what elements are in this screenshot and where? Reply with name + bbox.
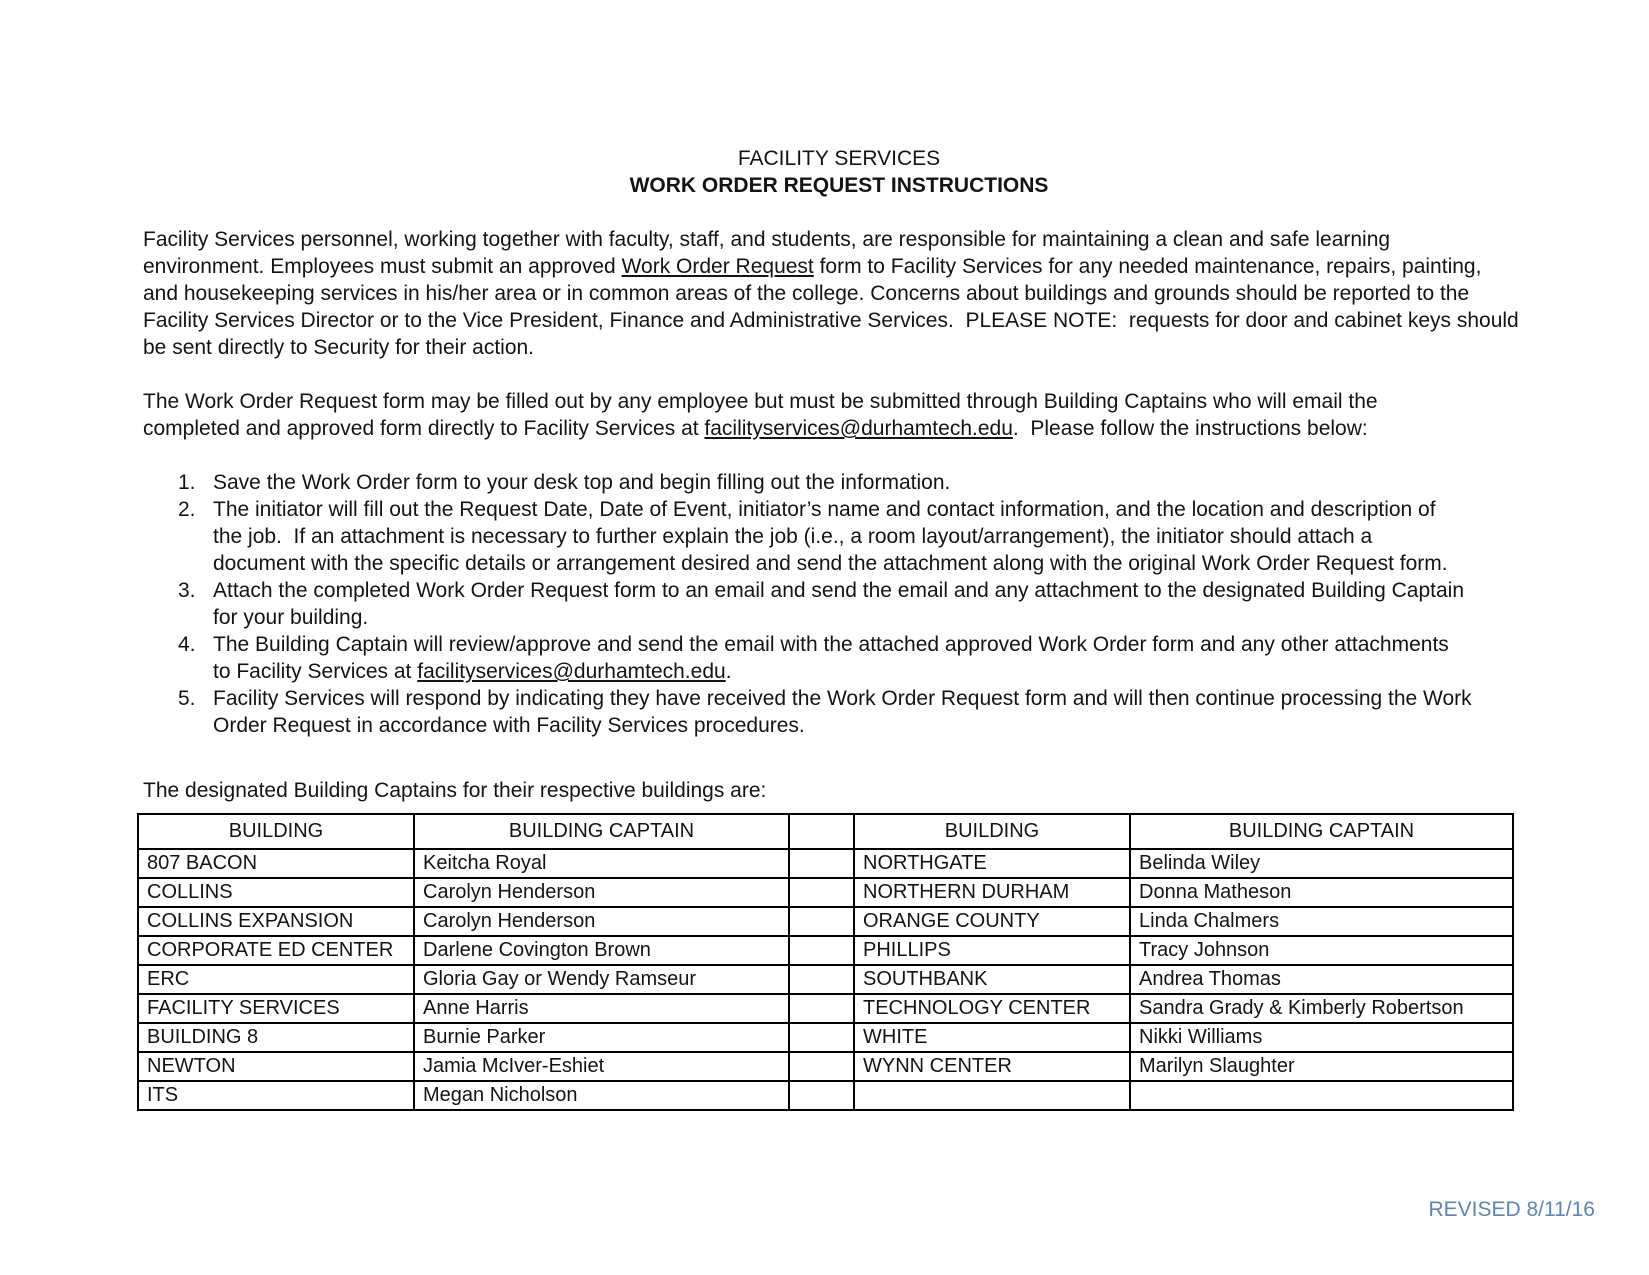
building-cell: FACILITY SERVICES [138, 994, 414, 1023]
empty-cell [789, 994, 854, 1023]
list-number: 5. [178, 687, 196, 710]
column-header: BUILDING [854, 814, 1130, 849]
list-number: 4. [178, 633, 196, 656]
captain-cell: Marilyn Slaughter [1130, 1052, 1513, 1081]
text-line: for your building. [213, 606, 369, 629]
document-title [143, 145, 1535, 199]
building-cell: WYNN CENTER [854, 1052, 1130, 1081]
building-cell: NORTHGATE [854, 849, 1130, 878]
text-line: Facility Services Director or to the Vice President, Finance and Administrative Services. PLEASE NOTE: requests for door and cabinet keys should [143, 309, 1519, 332]
building-cell: ERC [138, 965, 414, 994]
empty-cell [789, 1081, 854, 1110]
instruction-item [143, 469, 1620, 496]
text-segment: form to Facility Services for any needed maintenance, repairs, painting, [813, 255, 1482, 278]
text-line: be sent directly to Security for their action. [143, 336, 535, 359]
column-header: BUILDING CAPTAIN [414, 814, 789, 849]
building-cell: PHILLIPS [854, 936, 1130, 965]
text-line: Attach the completed Work Order Request form to an email and send the email and any attachment to the designated Building Captain [213, 579, 1465, 602]
captain-cell: Carolyn Henderson [414, 907, 789, 936]
empty-cell [854, 1081, 1130, 1110]
list-number: 1. [178, 471, 196, 494]
instruction-text [213, 469, 1620, 496]
captain-cell: Sandra Grady & Kimberly Robertson [1130, 994, 1513, 1023]
captain-cell: Anne Harris [414, 994, 789, 1023]
empty-cell [789, 1052, 854, 1081]
empty-cell [789, 965, 854, 994]
captain-cell: Darlene Covington Brown [414, 936, 789, 965]
captain-cell: Linda Chalmers [1130, 907, 1513, 936]
captain-cell: Tracy Johnson [1130, 936, 1513, 965]
table-row [138, 936, 1513, 965]
captains-intro: The designated Building Captains for their respective buildings are: [143, 779, 767, 802]
table-body [138, 849, 1513, 1110]
table-row [138, 994, 1513, 1023]
empty-cell [789, 936, 854, 965]
table-row [138, 1052, 1513, 1081]
captain-cell: Carolyn Henderson [414, 878, 789, 907]
building-cell: CORPORATE ED CENTER [138, 936, 414, 965]
column-header: BUILDING [138, 814, 414, 849]
table-header-row [138, 814, 1513, 849]
building-cell: COLLINS EXPANSION [138, 907, 414, 936]
captain-cell: Gloria Gay or Wendy Ramseur [414, 965, 789, 994]
text-line: and housekeeping services in his/her area or in common areas of the college. Concerns about buildings and grounds should be reported to the [143, 282, 1470, 305]
building-cell: ORANGE COUNTY [854, 907, 1130, 936]
building-cell: NORTHERN DURHAM [854, 878, 1130, 907]
captain-cell: Keitcha Royal [414, 849, 789, 878]
text-segment: to Facility Services at [213, 660, 418, 683]
instruction-text [213, 631, 1620, 685]
table-row [138, 878, 1513, 907]
text-line: Facility Services personnel, working together with faculty, staff, and students, are responsible for maintaining a clean and safe learning [143, 228, 1391, 251]
building-cell: SOUTHBANK [854, 965, 1130, 994]
list-number: 2. [178, 498, 196, 521]
underlined-work-order-request: Work Order Request [621, 255, 814, 278]
instruction-item [143, 577, 1620, 631]
building-cell: COLLINS [138, 878, 414, 907]
empty-cell [789, 849, 854, 878]
email-link[interactable]: facilityservices@durhamtech.edu [704, 417, 1013, 440]
intro-paragraph [143, 226, 1620, 361]
table-row [138, 907, 1513, 936]
email-link[interactable]: facilityservices@durhamtech.edu [417, 660, 726, 683]
table-row [138, 1081, 1513, 1110]
text-line [143, 253, 1620, 280]
instruction-text [213, 496, 1620, 577]
text-segment: . [725, 660, 732, 683]
list-number: 3. [178, 579, 196, 602]
text-line: the job. If an attachment is necessary to further explain the job (i.e., a room layout/arrangement), the initiator should attach a [213, 525, 1373, 548]
building-cell: 807 BACON [138, 849, 414, 878]
empty-cell [789, 1023, 854, 1052]
text-line: The initiator will fill out the Request Date, Date of Event, initiator’s name and contact information, and the location and description of [213, 498, 1436, 521]
revision-note: REVISED 8/11/16 [1428, 1198, 1595, 1221]
spacer-column-header [789, 814, 854, 849]
empty-cell [789, 907, 854, 936]
captain-cell: Jamia McIver-Eshiet [414, 1052, 789, 1081]
captain-cell: Burnie Parker [414, 1023, 789, 1052]
column-header: BUILDING CAPTAIN [1130, 814, 1513, 849]
table-row [138, 849, 1513, 878]
instruction-text [213, 685, 1620, 739]
text-segment: environment. Employees must submit an approved [143, 255, 622, 278]
text-line: Save the Work Order form to your desk top and begin filling out the information. [213, 471, 951, 494]
building-cell: WHITE [854, 1023, 1130, 1052]
building-cell: BUILDING 8 [138, 1023, 414, 1052]
text-segment: . Please follow the instructions below: [1012, 417, 1368, 440]
instruction-item [143, 685, 1620, 739]
empty-cell [1130, 1081, 1513, 1110]
document-title-line2: WORK ORDER REQUEST INSTRUCTIONS [629, 174, 1049, 197]
text-line: Order Request in accordance with Facility Services procedures. [213, 714, 805, 737]
text-segment: completed and approved form directly to Facility Services at [143, 417, 705, 440]
building-cell: ITS [138, 1081, 414, 1110]
building-cell: NEWTON [138, 1052, 414, 1081]
empty-cell [789, 878, 854, 907]
table-row [138, 1023, 1513, 1052]
instruction-text [213, 577, 1620, 631]
text-line: document with the specific details or arrangement desired and send the attachment along with the original Work Order Request form. [213, 552, 1448, 575]
table-row [138, 965, 1513, 994]
captain-cell: Andrea Thomas [1130, 965, 1513, 994]
building-cell: TECHNOLOGY CENTER [854, 994, 1130, 1023]
captain-cell: Belinda Wiley [1130, 849, 1513, 878]
document-title-line1: FACILITY SERVICES [737, 147, 941, 170]
instruction-item [143, 496, 1620, 577]
text-line: The Building Captain will review/approve and send the email with the attached approved Work Order form and any other attachments [213, 633, 1449, 656]
text-line: Facility Services will respond by indicating they have received the Work Order Request form and will then continue processing the Work [213, 687, 1472, 710]
instruction-list [143, 469, 1620, 739]
text-line [143, 415, 1620, 442]
instruction-item [143, 631, 1620, 685]
captain-cell: Megan Nicholson [414, 1081, 789, 1110]
text-line: The Work Order Request form may be filled out by any employee but must be submitted through Building Captains who will email the [143, 390, 1378, 413]
captain-cell: Donna Matheson [1130, 878, 1513, 907]
submission-paragraph [143, 388, 1620, 442]
captain-cell: Nikki Williams [1130, 1023, 1513, 1052]
building-captains-table [137, 813, 1514, 1111]
text-line [213, 658, 1620, 685]
